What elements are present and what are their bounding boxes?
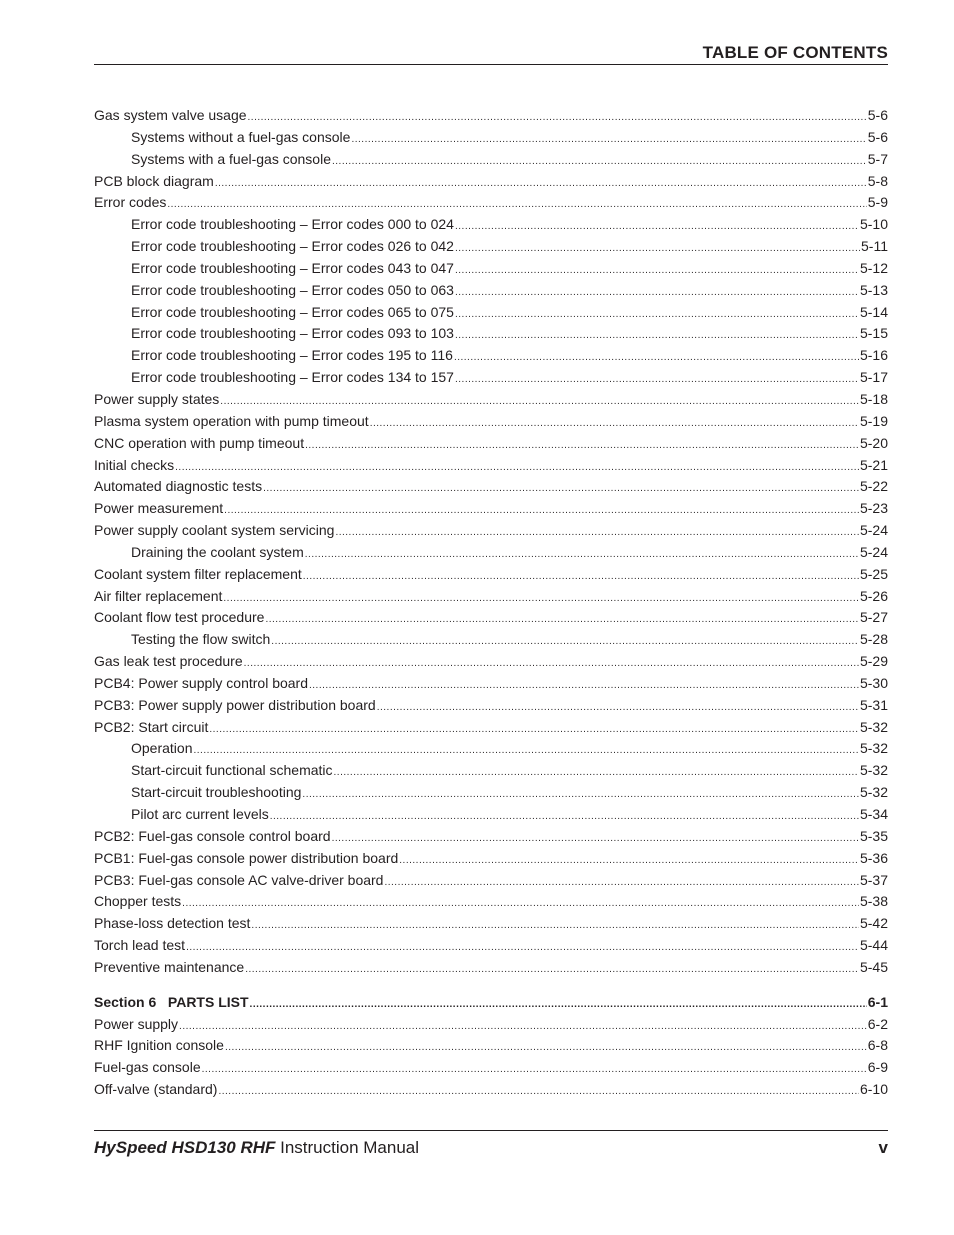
toc-entry[interactable] (94, 937, 888, 959)
toc-entry-label: Operation (131, 740, 193, 757)
toc-dot-leader (245, 964, 859, 975)
toc-dot-leader (248, 112, 867, 123)
toc-entry-page: 5-28 (859, 631, 888, 648)
toc-entry[interactable] (94, 675, 888, 697)
toc-entry[interactable] (94, 566, 888, 588)
toc-entry-label: Error code troubleshooting – Error codes 050 to 063 (131, 281, 454, 298)
toc-entry-label: Power supply (94, 1015, 179, 1032)
toc-entry-page: 5-29 (859, 653, 888, 670)
toc-dot-leader (224, 505, 859, 516)
toc-dot-leader (263, 483, 859, 494)
toc-entry-page: 5-18 (859, 390, 888, 407)
toc-entry-page: 5-34 (859, 806, 888, 822)
toc-entry-page: 6-10 (859, 1081, 888, 1098)
toc-dot-leader (455, 243, 860, 254)
toc-entry-label: CNC operation with pump timeout (94, 434, 305, 451)
toc-dot-leader (455, 221, 859, 232)
toc-entry-page: 6-9 (867, 1059, 888, 1076)
toc-entry-label: Pilot arc current levels (131, 806, 269, 822)
toc-entry-page: 5-7 (867, 150, 888, 167)
toc-entry[interactable] (94, 435, 888, 457)
toc-entry-label: Error code troubleshooting – Error codes 134 to 157 (131, 369, 454, 386)
toc-dot-leader (179, 1021, 867, 1032)
toc-entry-page: 5-32 (859, 784, 888, 801)
toc-entry-label: PCB block diagram (94, 172, 214, 189)
toc-entry[interactable] (94, 1037, 888, 1059)
toc-entry-label: Error code troubleshooting – Error codes 195 to 116 (131, 347, 453, 364)
toc-entry-page: 5-24 (859, 543, 888, 560)
toc-entry[interactable] (94, 478, 888, 500)
toc-dot-leader (309, 680, 859, 691)
toc-entry-page: 5-8 (867, 172, 888, 189)
toc-entry-page: 5-6 (867, 107, 888, 123)
toc-entry[interactable] (94, 522, 888, 544)
toc-entry-page: 5-45 (859, 958, 888, 975)
toc-entry-label: Fuel-gas console (94, 1059, 201, 1076)
toc-entry-label: Phase-loss detection test (94, 915, 251, 932)
toc-entry-page: 5-31 (859, 696, 888, 713)
toc-entry[interactable] (94, 653, 888, 675)
toc-entry-label: PCB4: Power supply control board (94, 674, 308, 691)
toc-dot-leader (302, 789, 859, 800)
toc-entry-page: 5-20 (859, 434, 888, 451)
toc-entry[interactable] (94, 391, 888, 413)
toc-entry[interactable] (94, 915, 888, 937)
toc-entry-label: Section 6 PARTS LIST (94, 993, 249, 1010)
toc-entry-page: 5-13 (859, 281, 888, 298)
page-header-title: TABLE OF CONTENTS (702, 43, 888, 62)
toc-dot-leader (399, 855, 859, 866)
toc-entry-page: 5-35 (859, 827, 888, 844)
toc-dot-leader (202, 1064, 867, 1075)
toc-entry-page: 5-6 (867, 128, 888, 145)
toc-entry[interactable] (94, 347, 888, 369)
toc-entry-label: Error code troubleshooting – Error codes 043 to 047 (131, 259, 454, 276)
toc-entry-label: Gas system valve usage (94, 107, 247, 123)
toc-entry[interactable] (94, 828, 888, 850)
toc-entry-page: 6-8 (867, 1037, 888, 1054)
toc-entry-label: Systems with a fuel-gas console (131, 150, 331, 167)
page-footer (94, 1138, 888, 1158)
toc-entry[interactable] (94, 325, 888, 347)
toc-entry[interactable] (94, 173, 888, 195)
toc-entry-label: Off-valve (standard) (94, 1081, 218, 1098)
toc-entry[interactable] (94, 238, 888, 260)
toc-entry-page: 5-17 (859, 369, 888, 386)
toc-dot-leader (193, 745, 858, 756)
toc-entry-page: 5-36 (859, 849, 888, 866)
toc-dot-leader (182, 898, 859, 909)
toc-entry-label: Coolant flow test procedure (94, 609, 265, 626)
toc-entry-page: 5-42 (859, 915, 888, 932)
toc-dot-leader (335, 527, 859, 538)
toc-entry-label: Power measurement (94, 500, 224, 517)
toc-entry-page: 5-23 (859, 500, 888, 517)
toc-entry-page: 5-12 (859, 259, 888, 276)
toc-section-heading[interactable] (94, 994, 888, 1016)
toc-entry[interactable] (94, 216, 888, 238)
toc-dot-leader (455, 309, 859, 320)
toc-entry[interactable] (94, 850, 888, 872)
toc-entry-label: RHF Ignition console (94, 1037, 224, 1054)
toc-entry-page: 5-9 (867, 194, 888, 211)
toc-entry-label: Preventive maintenance (94, 958, 245, 975)
toc-entry-page: 5-19 (859, 412, 888, 429)
toc-entry-page: 5-27 (859, 609, 888, 626)
toc-entry-page: 6-1 (867, 993, 888, 1010)
toc-entry[interactable] (94, 457, 888, 479)
toc-entry-page: 6-2 (867, 1015, 888, 1032)
toc-entry-page: 5-16 (859, 347, 888, 364)
toc-entry-label: Coolant system filter replacement (94, 565, 302, 582)
toc-entry-label: Start-circuit troubleshooting (131, 784, 302, 801)
toc-entry[interactable] (94, 304, 888, 326)
toc-dot-leader (244, 658, 859, 669)
toc-dot-leader (351, 134, 866, 145)
toc-dot-leader (175, 462, 859, 473)
toc-entry-page: 5-11 (861, 238, 888, 255)
toc-entry[interactable] (94, 740, 888, 762)
toc-dot-leader (250, 999, 867, 1010)
toc-entry-page: 5-30 (859, 674, 888, 691)
toc-entry-label: PCB2: Start circuit (94, 718, 209, 735)
toc-entry[interactable] (94, 544, 888, 566)
toc-entry[interactable] (94, 631, 888, 653)
footer-divider (94, 1130, 888, 1131)
toc-entry-page: 5-32 (859, 740, 888, 757)
toc-entry-page: 5-15 (859, 325, 888, 342)
toc-entry-page: 5-32 (859, 762, 888, 779)
toc-entry-label: Power supply coolant system servicing (94, 522, 335, 539)
toc-entry-label: Error code troubleshooting – Error codes 000 to 024 (131, 216, 454, 233)
toc-entry-label: Gas leak test procedure (94, 653, 243, 670)
toc-entry[interactable] (94, 1016, 888, 1038)
toc-entry-page: 5-10 (859, 216, 888, 233)
toc-entry-label: Start-circuit functional schematic (131, 762, 333, 779)
toc-entry[interactable] (94, 762, 888, 784)
toc-entry[interactable] (94, 697, 888, 719)
toc-dot-leader (186, 942, 859, 953)
toc-entry-page: 5-22 (859, 478, 888, 495)
toc-dot-leader (223, 593, 859, 604)
toc-entry[interactable] (94, 1059, 888, 1081)
toc-entry-label: Initial checks (94, 456, 175, 473)
toc-dot-leader (377, 702, 859, 713)
header-divider (94, 64, 888, 65)
toc-entry[interactable] (94, 784, 888, 806)
toc-entry-label: Power supply states (94, 390, 220, 407)
toc-entry[interactable] (94, 107, 888, 129)
toc-entry[interactable] (94, 1081, 888, 1103)
toc-entry-label: PCB3: Power supply power distribution board (94, 696, 376, 713)
toc-dot-leader (370, 418, 859, 429)
toc-entry[interactable] (94, 369, 888, 391)
toc-entry[interactable] (94, 588, 888, 610)
toc-entry-label: Plasma system operation with pump timeout (94, 412, 369, 429)
toc-entry[interactable] (94, 806, 888, 828)
toc-entry-page: 5-26 (859, 587, 888, 604)
toc-dot-leader (332, 833, 859, 844)
toc-entry-label: Error codes (94, 194, 167, 211)
toc-entry[interactable] (94, 609, 888, 631)
toc-entry[interactable] (94, 260, 888, 282)
toc-dot-leader (455, 287, 859, 298)
toc-entry[interactable] (94, 129, 888, 151)
toc-entry-page: 5-14 (859, 303, 888, 320)
toc-entry[interactable] (94, 872, 888, 894)
toc-entry-label: Error code troubleshooting – Error codes 026 to 042 (131, 238, 454, 255)
toc-entry[interactable] (94, 282, 888, 304)
footer-product-name: HySpeed HSD130 RHF (94, 1138, 276, 1157)
table-of-contents (94, 107, 888, 1103)
toc-dot-leader (455, 330, 859, 341)
toc-dot-leader (455, 374, 859, 385)
toc-entry[interactable] (94, 893, 888, 915)
toc-dot-leader (218, 1086, 859, 1097)
footer-page-number: v (878, 1138, 888, 1157)
toc-dot-leader (334, 767, 859, 778)
toc-entry-label: Chopper tests (94, 893, 182, 910)
toc-dot-leader (454, 352, 859, 363)
toc-entry-label: Automated diagnostic tests (94, 478, 263, 495)
toc-entry-page: 5-25 (859, 565, 888, 582)
toc-entry-label: Error code troubleshooting – Error codes 093 to 103 (131, 325, 454, 342)
toc-dot-leader (332, 156, 867, 167)
toc-dot-leader (220, 396, 859, 407)
toc-entry[interactable] (94, 413, 888, 435)
toc-entry-page: 5-24 (859, 522, 888, 539)
toc-dot-leader (303, 571, 859, 582)
toc-dot-leader (305, 549, 859, 560)
toc-entry[interactable] (94, 959, 888, 981)
toc-dot-leader (455, 265, 859, 276)
toc-entry[interactable] (94, 194, 888, 216)
toc-entry-page: 5-21 (859, 456, 888, 473)
toc-entry-label: Air filter replacement (94, 587, 223, 604)
toc-dot-leader (265, 614, 859, 625)
toc-entry[interactable] (94, 500, 888, 522)
toc-entry-label: Torch lead test (94, 937, 186, 954)
toc-entry-page: 5-32 (859, 718, 888, 735)
toc-entry-page: 5-44 (859, 937, 888, 954)
toc-entry-page: 5-37 (859, 871, 888, 888)
toc-dot-leader (384, 877, 859, 888)
toc-dot-leader (225, 1042, 867, 1053)
toc-entry-page: 5-38 (859, 893, 888, 910)
toc-dot-leader (271, 636, 859, 647)
toc-entry-label: PCB2: Fuel-gas console control board (94, 827, 331, 844)
toc-entry-label: Draining the coolant system (131, 543, 304, 560)
toc-entry-label: PCB3: Fuel-gas console AC valve-driver board (94, 871, 384, 888)
toc-dot-leader (209, 724, 859, 735)
toc-entry-label: Testing the flow switch (131, 631, 271, 648)
toc-dot-leader (305, 440, 859, 451)
toc-dot-leader (167, 199, 866, 210)
toc-dot-leader (251, 920, 859, 931)
toc-entry-label: PCB1: Fuel-gas console power distribution board (94, 849, 399, 866)
toc-entry-label: Error code troubleshooting – Error codes 065 to 075 (131, 303, 454, 320)
toc-dot-leader (270, 811, 859, 822)
toc-entry[interactable] (94, 151, 888, 173)
toc-dot-leader (215, 178, 867, 189)
toc-entry-label: Systems without a fuel-gas console (131, 128, 351, 145)
footer-manual-label: Instruction Manual (280, 1138, 420, 1157)
toc-entry[interactable] (94, 719, 888, 741)
